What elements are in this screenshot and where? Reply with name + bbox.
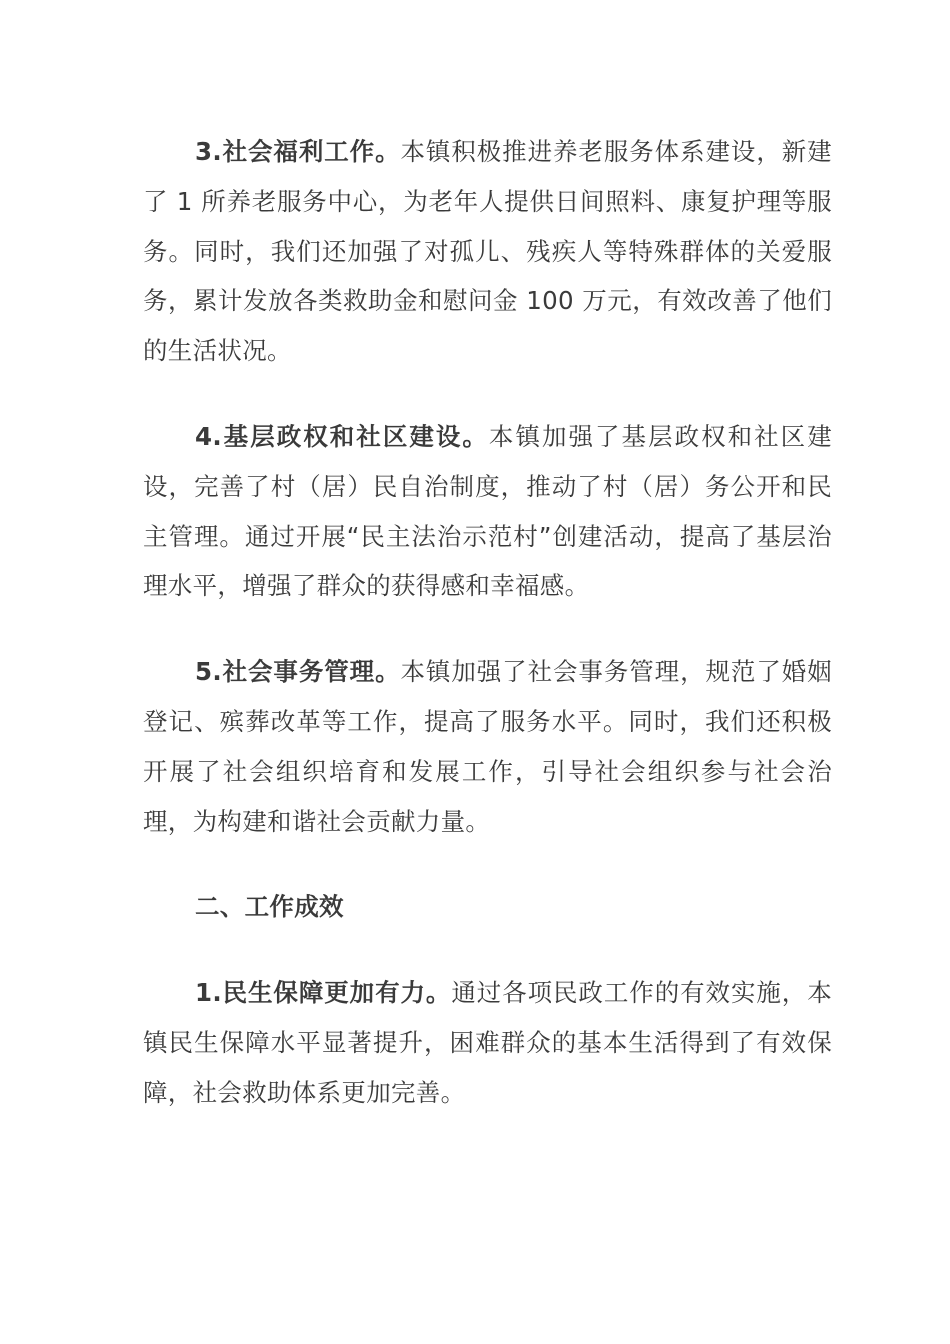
paragraph-body: 本镇加强了基层政权和社区建设，完善了村（居）民自治制度，推动了村（居）务公开和民主管理。通过开展“民主法治示范村”创建活动，提高了基层治理水平，增强了群众的获得感和幸福感。 — [143, 421, 833, 601]
paragraph-livelihood-security — [143, 968, 832, 1117]
paragraph-lead: 5.社会事务管理。 — [195, 657, 401, 687]
paragraph-lead: 1.民生保障更加有力。 — [195, 978, 452, 1008]
paragraph-body: 本镇加强了社会事务管理，规范了婚姻登记、殡葬改革等工作，提高了服务水平。同时，我们还积极开展了社会组织培育和发展工作，引导社会组织参与社会治理，为构建和谐社会贡献力量。 — [143, 657, 832, 836]
paragraph-body: 本镇积极推进养老服务体系建设，新建了 1 所养老服务中心，为老年人提供日间照料、康复护理等服务。同时，我们还加强了对孤儿、残疾人等特殊群体的关爱服务，累计发放各类救助金和慰问金 100 万元，有效改善了他们的生活状况。 — [143, 137, 832, 366]
paragraph-social-affairs — [143, 647, 832, 846]
paragraph-lead: 3.社会福利工作。 — [195, 137, 401, 166]
paragraph-lead: 4.基层政权和社区建设。 — [195, 421, 489, 451]
paragraph-grassroots-community — [143, 412, 832, 611]
paragraph-social-welfare — [143, 127, 832, 376]
section-heading-text: 二、工作成效 — [195, 892, 344, 922]
paragraph-body: 通过各项民政工作的有效实施，本镇民生保障水平显著提升，困难群众的基本生活得到了有效保障，社会救助体系更加完善。 — [143, 978, 833, 1107]
section-heading — [143, 882, 832, 932]
